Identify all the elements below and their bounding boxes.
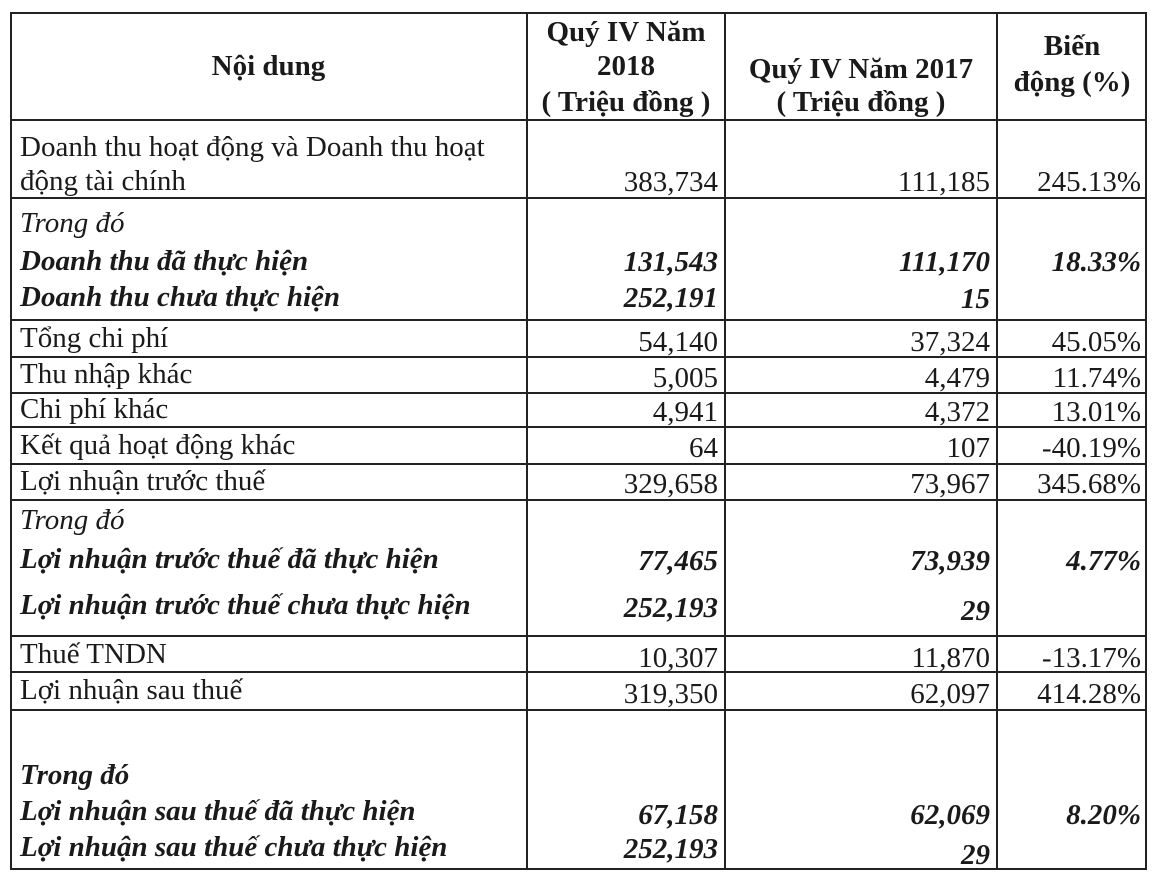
value-q4-2018: 77,465 [638,545,718,577]
row-label: Lợi nhuận sau thuế đã thực hiện [20,795,416,827]
row-label: Doanh thu chưa thực hiện [20,281,341,313]
row-label: Lợi nhuận sau thuế [20,674,243,706]
row-label: Lợi nhuận sau thuế chưa thực hiện [20,831,448,863]
value-q4-2017: 73,939 [910,545,990,577]
row-label: Thuế TNDN [20,638,167,670]
note-label: Trong đó [20,504,125,536]
value-change: 18.33% [1051,246,1141,278]
column-divider [996,12,998,870]
row-divider [10,319,1147,321]
value-q4-2017: 11,870 [911,642,990,674]
value-q4-2017: 62,069 [910,799,990,831]
value-q4-2018: 252,193 [623,592,718,624]
row-label: Kết quả hoạt động khác [20,429,296,461]
value-change: 8.20% [1066,799,1141,831]
value-q4-2018: 252,193 [623,833,718,865]
value-q4-2018: 54,140 [638,326,718,358]
value-change: 45.05% [1051,326,1141,358]
value-change: -40.19% [1041,432,1141,464]
header-q4-2018: Quý IV Năm [546,16,706,48]
value-q4-2017: 62,097 [910,678,990,710]
note-label: Trong đó [20,207,125,239]
value-q4-2017: 15 [961,283,990,315]
row-label: động tài chính [20,165,186,197]
row-label: Lợi nhuận trước thuế đã thực hiện [20,543,439,575]
header-change: Biến [1043,30,1101,62]
value-q4-2018: 5,005 [652,362,718,394]
value-q4-2018: 252,191 [623,282,718,314]
value-q4-2018: 319,350 [623,678,718,710]
row-divider [10,119,1147,121]
header-change-unit: động (%) [1013,66,1131,98]
row-label: Chi phí khác [20,393,169,425]
value-change: -13.17% [1041,642,1141,674]
value-q4-2017: 29 [961,595,990,627]
value-q4-2017: 107 [946,432,990,464]
column-divider [724,12,726,870]
row-label: Thu nhập khác [20,358,193,390]
value-q4-2017: 4,479 [924,362,990,394]
value-q4-2017: 37,324 [910,326,990,358]
header-q4-2018-unit: ( Triệu đồng ) [541,86,711,118]
value-q4-2018: 131,543 [623,246,718,278]
value-q4-2017: 73,967 [910,468,990,500]
value-q4-2017: 111,185 [897,166,990,198]
header-q4-2017: Quý IV Năm 2017 [748,53,974,85]
row-label: Lợi nhuận trước thuế chưa thực hiện [20,589,471,621]
value-q4-2017: 29 [961,839,990,871]
value-change: 11.74% [1052,362,1141,394]
row-label: Tổng chi phí [20,322,169,354]
value-q4-2018: 329,658 [623,468,718,500]
row-label: Lợi nhuận trước thuế [20,465,266,497]
row-divider [10,635,1147,637]
value-q4-2018: 10,307 [638,642,718,674]
value-q4-2018: 67,158 [638,799,718,831]
value-change: 4.77% [1066,545,1141,577]
column-divider [526,12,528,870]
value-q4-2018: 383,734 [623,166,718,198]
row-label: Doanh thu đã thực hiện [20,245,309,277]
value-change: 414.28% [1037,678,1141,710]
header-q4-2018-year: 2018 [597,50,655,82]
header-content: Nội dung [211,50,326,82]
value-change: 13.01% [1051,396,1141,428]
header-q4-2017-unit: ( Triệu đồng ) [776,86,946,118]
value-change: 345.68% [1037,468,1141,500]
value-q4-2017: 4,372 [924,396,990,428]
note-label: Trong đó [20,759,130,791]
row-label: Doanh thu hoạt động và Doanh thu hoạt [20,131,485,163]
value-q4-2017: 111,170 [898,246,990,278]
value-q4-2018: 64 [689,432,718,464]
value-q4-2018: 4,941 [652,396,718,428]
value-change: 245.13% [1037,166,1141,198]
